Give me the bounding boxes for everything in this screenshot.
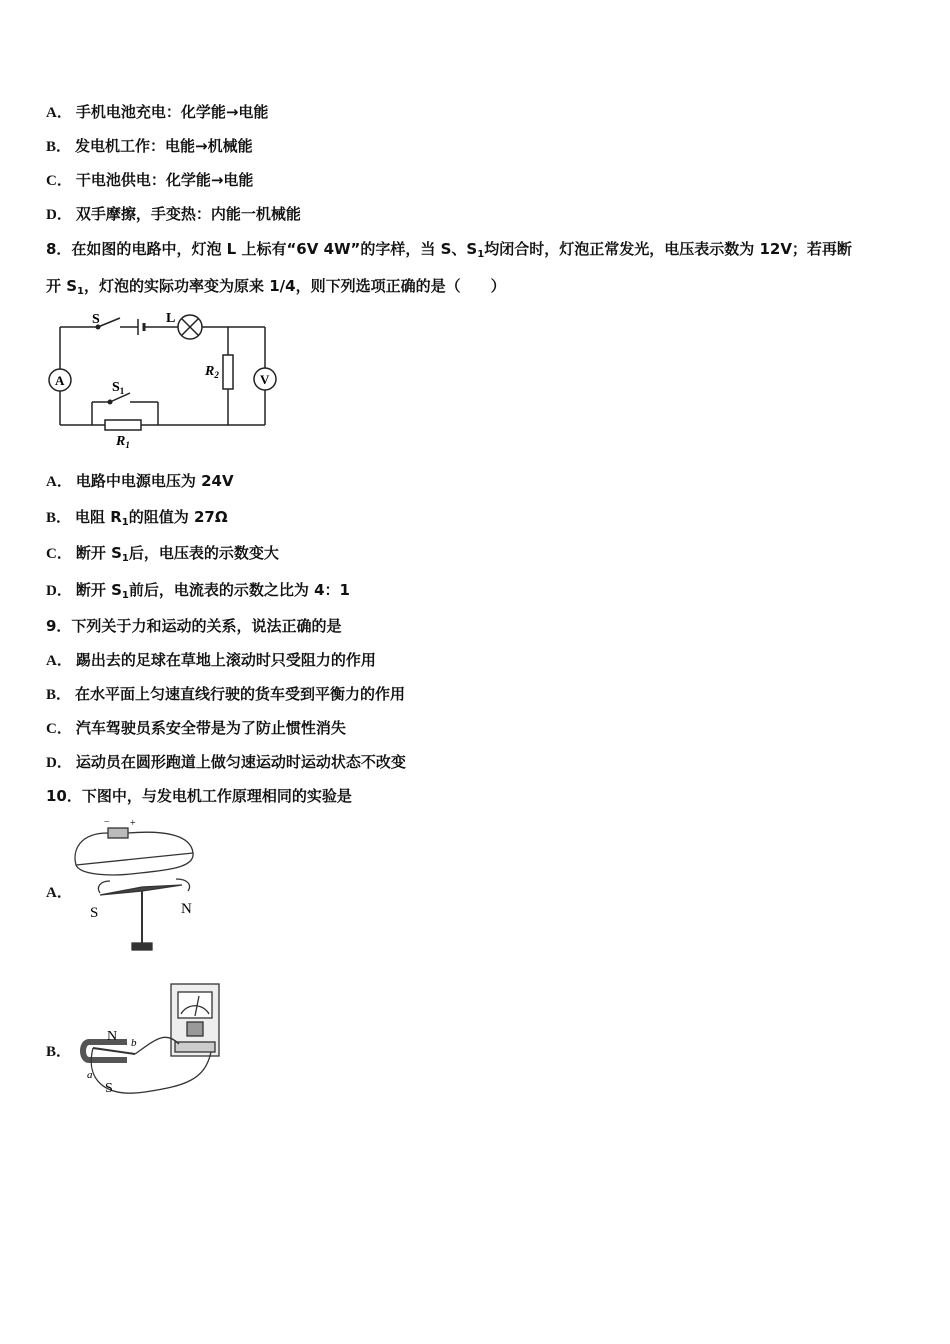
q10-option-a-label: A．	[46, 885, 72, 901]
q10-option-b-label: B．	[46, 1044, 72, 1060]
wire-loop	[75, 832, 193, 875]
stand-base	[132, 943, 152, 950]
resistor-r1	[105, 420, 141, 430]
pole-n: N	[107, 1029, 118, 1044]
q9-stem: 9．下列关于力和运动的关系，说法正确的是	[46, 617, 342, 635]
pole-s: S	[90, 905, 99, 921]
conductor-ab	[93, 1048, 135, 1054]
label-v: V	[260, 372, 270, 387]
pole-s: S	[105, 1081, 113, 1096]
battery-minus: −	[104, 817, 110, 828]
q8-option-c: C． 断开 $S_1$后，电压表的示数变大	[46, 544, 279, 564]
q8-option-b: B． 电阻 $R_1$的阻值为 27Ω	[46, 508, 228, 528]
label-a: a	[87, 1069, 93, 1081]
q10-figure-a	[70, 815, 210, 960]
q8-option-a: A． 电路中电源电压为 24V	[46, 472, 234, 490]
label-s1: $S_1$	[112, 380, 125, 396]
label-a: A	[55, 373, 65, 388]
q10-stem: 10．下图中，与发电机工作原理相同的实验是	[46, 787, 352, 805]
label-l: L	[166, 311, 176, 326]
galvanometer-base	[175, 1042, 215, 1052]
battery-icon	[108, 828, 128, 838]
q7-option-d: D． 双手摩擦，手变热：内能一机械能	[46, 205, 301, 223]
switch-s-blade	[98, 318, 120, 327]
label-r2: $R_2$	[205, 364, 219, 380]
wire	[76, 853, 193, 865]
q7-option-c: C． 干电池供电：化学能→电能	[46, 171, 254, 189]
q9-option-c: C． 汽车驾驶员系安全带是为了防止惯性消失	[46, 719, 346, 737]
q8-stem-line2: 开 $S_1$，灯泡的实际功率变为原来 1/4，则下列选项正确的是（ ）	[46, 277, 506, 297]
q8-stem-line1: 8．在如图的电路中，灯泡 L 上标有“6V 4W”的字样，当 S、$S_1$均闭合时，灯泡正常发光，电压表示数为 12V；若再断	[46, 240, 852, 260]
resistor-r2	[223, 355, 233, 389]
q9-option-d: D． 运动员在圆形跑道上做匀速运动时运动状态不改变	[46, 753, 406, 771]
q10-figure-b	[75, 980, 225, 1110]
galvanometer-coil	[187, 1022, 203, 1036]
pole-n: N	[181, 901, 192, 917]
q7-option-a: A． 手机电池充电：化学能→电能	[46, 103, 269, 121]
q8-option-d: D． 断开 $S_1$前后，电流表的示数之比为 4：1	[46, 581, 350, 601]
label-r1: $R_1$	[116, 434, 130, 450]
label-s: S	[92, 312, 100, 327]
rotation-arrow-left	[98, 881, 110, 893]
battery-plus: +	[130, 818, 136, 829]
label-b: b	[131, 1037, 137, 1049]
q9-option-a: A． 踢出去的足球在草地上滚动时只受阻力的作用	[46, 651, 376, 669]
switch-s1-pivot	[108, 400, 113, 405]
q7-option-b: B． 发电机工作：电能→机械能	[46, 137, 253, 155]
circuit-diagram	[40, 305, 290, 455]
q9-option-b: B． 在水平面上匀速直线行驶的货车受到平衡力的作用	[46, 685, 406, 703]
